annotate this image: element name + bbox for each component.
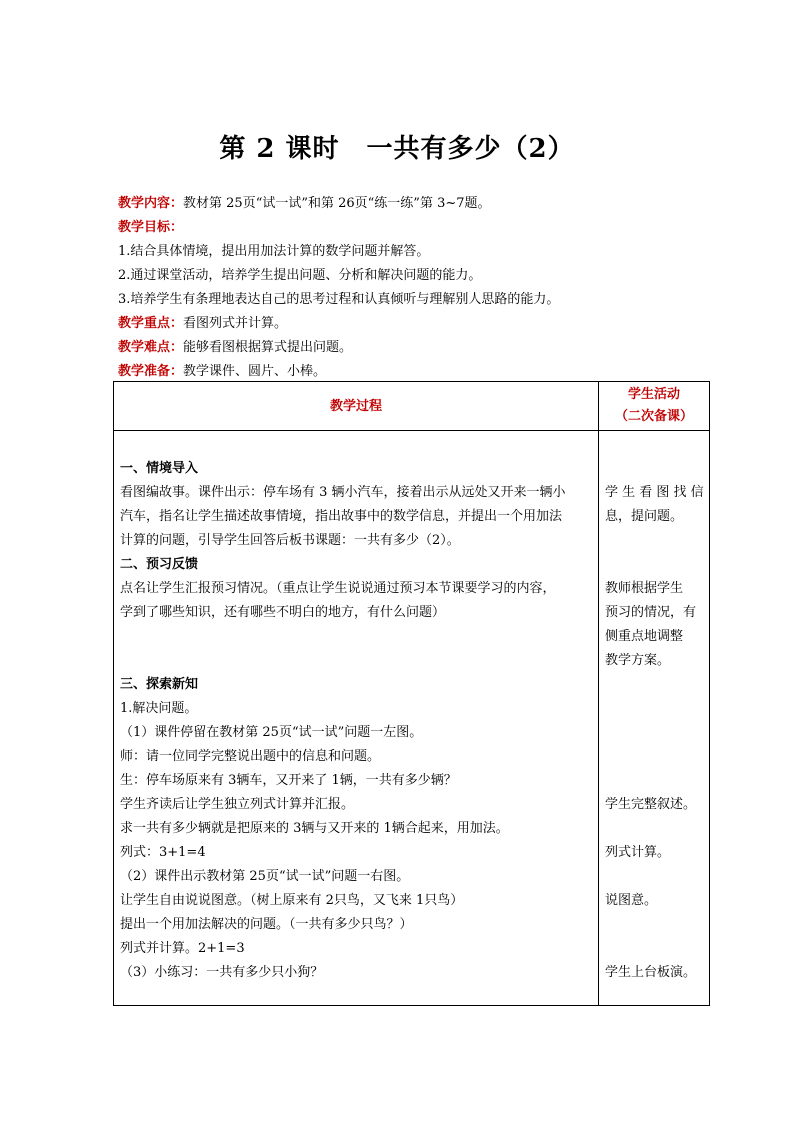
goal-3: 3.培养学生有条理地表达自己的思考过程和认真倾听与理解别人思路的能力。 xyxy=(118,292,560,307)
activity-line: 预习的情况，有 xyxy=(605,605,697,620)
content-label: 教学内容： xyxy=(118,196,184,211)
process-cell xyxy=(114,431,599,1006)
process-line: 学生齐读后让学生独立列式计算并汇报。 xyxy=(120,797,355,812)
lesson-table xyxy=(113,381,710,1006)
goal-2: 2.通过课堂活动，培养学生提出问题、分析和解决问题的能力。 xyxy=(118,268,482,283)
content-text: 教材第 25页“试一试”和第 26页“练一练”第 3~7题。 xyxy=(183,196,491,211)
process-line: （2）课件出示教材第 25页“试一试”问题一右图。 xyxy=(120,869,410,884)
meta-key xyxy=(118,316,718,332)
activity-line: 侧重点地调整 xyxy=(605,629,684,644)
goals-label: 教学目标： xyxy=(118,220,184,235)
activity-line: 列式计算。 xyxy=(605,845,671,860)
process-line: 计算的问题，引导学生回答后板书课题：一共有多少（2）。 xyxy=(120,533,460,548)
process-line: 列式：3+1=4 xyxy=(120,845,206,860)
process-line: 汽车，指名让学生描述故事情境，指出故事中的数学信息，并提出一个用加法 xyxy=(120,509,563,524)
activity-line: 说图意。 xyxy=(605,893,658,908)
meta-difficulty xyxy=(118,340,718,356)
prep-label: 教学准备： xyxy=(118,364,184,379)
prep-text: 教学课件、圆片、小棒。 xyxy=(183,364,327,379)
process-line: 点名让学生汇报预习情况。（重点让学生说说通过预习本节课要学习的内容， xyxy=(120,581,556,596)
activity-line: 学 生 看 图 找 信 xyxy=(605,485,704,500)
header-activity-cell xyxy=(599,382,710,431)
activity-line: 息，提问题。 xyxy=(605,509,684,524)
activity-line: 教学方案。 xyxy=(605,653,671,668)
table-body-row xyxy=(114,431,710,1006)
section-heading: 二、预习反馈 xyxy=(120,557,199,572)
header-activity-1: 学生活动 xyxy=(627,387,680,402)
activity-line: 学生上台板演。 xyxy=(605,965,697,980)
section-heading: 三、探索新知 xyxy=(120,677,199,692)
header-activity-2: （二次备课） xyxy=(614,409,693,424)
meta-prep xyxy=(118,364,718,380)
process-line: 列式并计算。2+1=3 xyxy=(120,941,245,956)
difficulty-label: 教学难点： xyxy=(118,340,184,355)
key-text: 看图列式并计算。 xyxy=(183,316,288,331)
meta-goals-label xyxy=(118,220,718,236)
header-process: 教学过程 xyxy=(329,398,382,414)
process-line: 1.解决问题。 xyxy=(120,701,198,716)
page-title: 第 2 课时 一共有多少（2） xyxy=(219,134,575,164)
meta-content xyxy=(118,196,718,212)
process-line: 学到了哪些知识，还有哪些不明白的地方，有什么问题） xyxy=(120,605,446,620)
process-line: 看图编故事。课件出示：停车场有 3 辆小汽车，接着出示从远处又开来一辆小 xyxy=(120,485,566,500)
activity-cell xyxy=(599,431,710,1006)
process-line: （1）课件停留在教材第 25页“试一试”问题一左图。 xyxy=(120,725,423,740)
section-heading: 一、情境导入 xyxy=(120,461,199,476)
process-line: 提出一个用加法解决的问题。（一共有多少只鸟？） xyxy=(120,917,413,932)
goal-1: 1.结合具体情境，提出用加法计算的数学问题并解答。 xyxy=(118,244,430,259)
process-line: 师：请一位同学完整说出题中的信息和问题。 xyxy=(120,749,381,764)
table-header-row xyxy=(114,382,710,431)
process-line: 让学生自由说说图意。（树上原来有 2只鸟，又飞来 1只鸟） xyxy=(120,893,464,908)
key-label: 教学重点： xyxy=(118,316,184,331)
activity-line: 学生完整叙述。 xyxy=(605,797,697,812)
header-process-cell xyxy=(114,382,599,431)
difficulty-text: 能够看图根据算式提出问题。 xyxy=(183,340,353,355)
process-line: （3）小练习：一共有多少只小狗？ xyxy=(120,965,324,980)
process-line: 生：停车场原来有 3辆车，又开来了 1辆，一共有多少辆？ xyxy=(120,773,457,788)
activity-line: 教师根据学生 xyxy=(605,581,684,596)
process-line: 求一共有多少辆就是把原来的 3辆与又开来的 1辆合起来，用加法。 xyxy=(120,821,509,836)
